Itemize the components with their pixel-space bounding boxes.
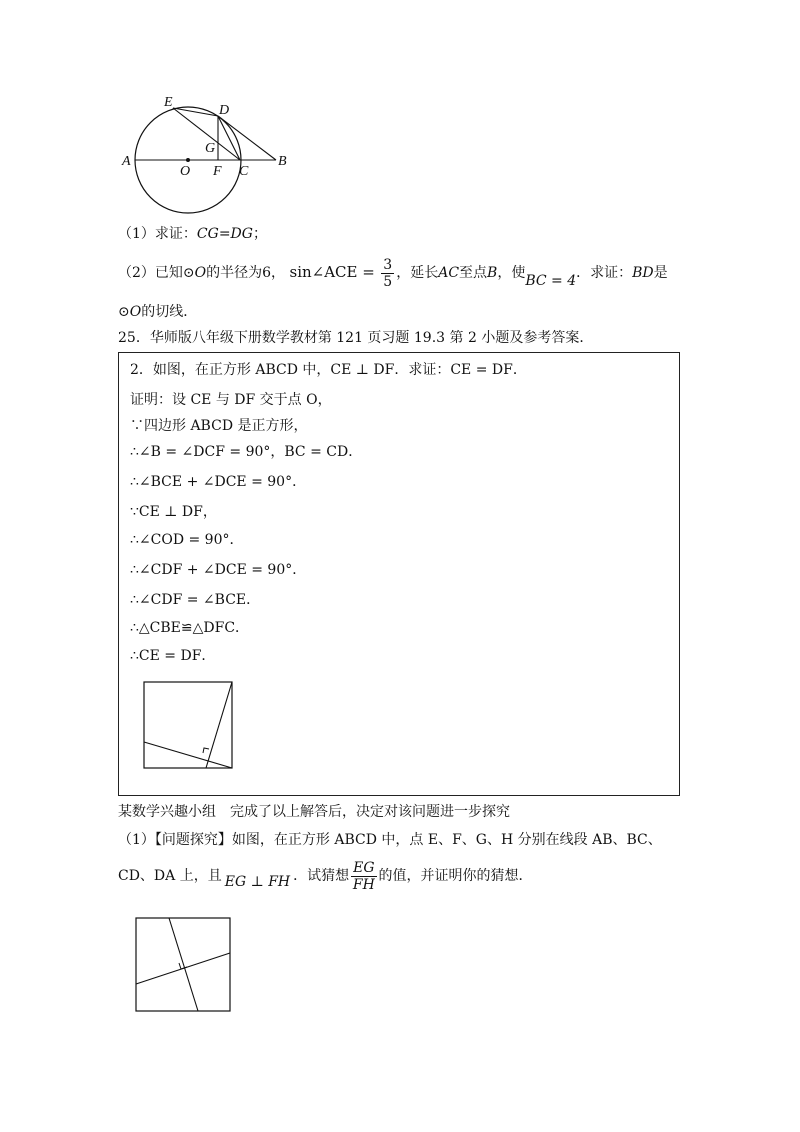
segment-ec <box>144 742 232 768</box>
box-line-11: ∴CE = DF． <box>130 648 216 664</box>
text: 是 <box>653 265 668 281</box>
right-angle-mark <box>203 748 209 753</box>
label-c: C <box>239 164 249 179</box>
text: CD、DA 上，且 <box>118 868 222 884</box>
box-line-5: ∴∠BCE + ∠DCE = 90°． <box>130 474 307 490</box>
segment-df <box>206 682 232 768</box>
denominator: FH <box>352 876 375 893</box>
box-line-9: ∴∠CDF = ∠BCE． <box>130 592 261 608</box>
text: ，延长 <box>396 265 439 281</box>
box-line-2: 证明：设 CE 与 DF 交于点 O， <box>130 392 332 408</box>
text: ，使 <box>497 265 526 281</box>
fraction-3-5 <box>381 257 394 290</box>
q24-part2-cont <box>118 302 197 322</box>
box-line-8: ∴∠CDF + ∠DCE = 90°． <box>130 562 307 578</box>
text: （2）已知⊙ <box>118 265 195 281</box>
text: 的值，并证明你的猜想． <box>378 868 533 884</box>
segment-db <box>218 116 276 160</box>
math: CG=DG <box>196 226 253 242</box>
q24-part2 <box>118 252 668 292</box>
math: EG ⊥ FH <box>224 874 291 890</box>
box-line-1: 2．如图，在正方形 ABCD 中，CE ⊥ DF．求证：CE = DF． <box>130 362 527 378</box>
math: AC <box>438 265 460 281</box>
label-o: O <box>180 164 191 179</box>
figure-circle-tangent <box>118 92 298 222</box>
box-line-7: ∴∠COD = 90°． <box>130 532 244 548</box>
math: O <box>129 304 142 320</box>
denominator: 5 <box>383 273 393 290</box>
text: ．试猜想 <box>293 868 350 884</box>
center-dot <box>186 158 190 162</box>
math-sin: sin∠ACE = <box>289 263 375 281</box>
label-d: D <box>219 103 230 118</box>
fraction-eg-fh <box>351 860 376 893</box>
box-line-10: ∴△CBE≌△DFC． <box>130 620 250 636</box>
math: B <box>487 265 498 281</box>
math: BD <box>632 265 654 281</box>
text: ．求证： <box>576 265 633 281</box>
label-a: A <box>122 154 131 169</box>
q25-explore-line1: （1）【问题探究】如图，在正方形 ABCD 中，点 E、F、G、H 分别在线段 AB、BC、 <box>118 832 662 848</box>
label-e: E <box>164 95 173 110</box>
text: ⊙ <box>118 304 130 320</box>
q25-intro: 某数学兴趣小组 完成了以上解答后，决定对该问题进一步探究 <box>118 804 510 820</box>
text: ； <box>252 226 267 242</box>
q25-explore-line2 <box>118 854 533 898</box>
label-f: F <box>213 164 222 179</box>
figure-square-eg-fh <box>116 904 256 1030</box>
text: （1）求证： <box>118 226 197 242</box>
q24-part1 <box>118 224 267 244</box>
box-line-6: ∵CE ⊥ DF， <box>130 504 217 520</box>
math: BC = 4 <box>525 273 577 289</box>
box-line-4: ∴∠B = ∠DCF = 90°，BC = CD． <box>130 444 363 460</box>
text: 至点 <box>459 265 488 281</box>
math: O <box>194 265 207 281</box>
label-g: G <box>205 141 216 156</box>
numerator: 3 <box>383 256 393 273</box>
numerator: EG <box>353 859 375 876</box>
text: 的切线． <box>141 304 198 320</box>
text: 的半径为6， <box>206 265 286 281</box>
label-b: B <box>278 154 287 169</box>
figure-square-ce-df <box>124 672 254 788</box>
box-line-3: ∵四边形 ABCD 是正方形， <box>130 418 308 434</box>
q25-heading: 25．华师版八年级下册数学教材第 121 页习题 19.3 第 2 小题及参考答案． <box>118 330 594 346</box>
